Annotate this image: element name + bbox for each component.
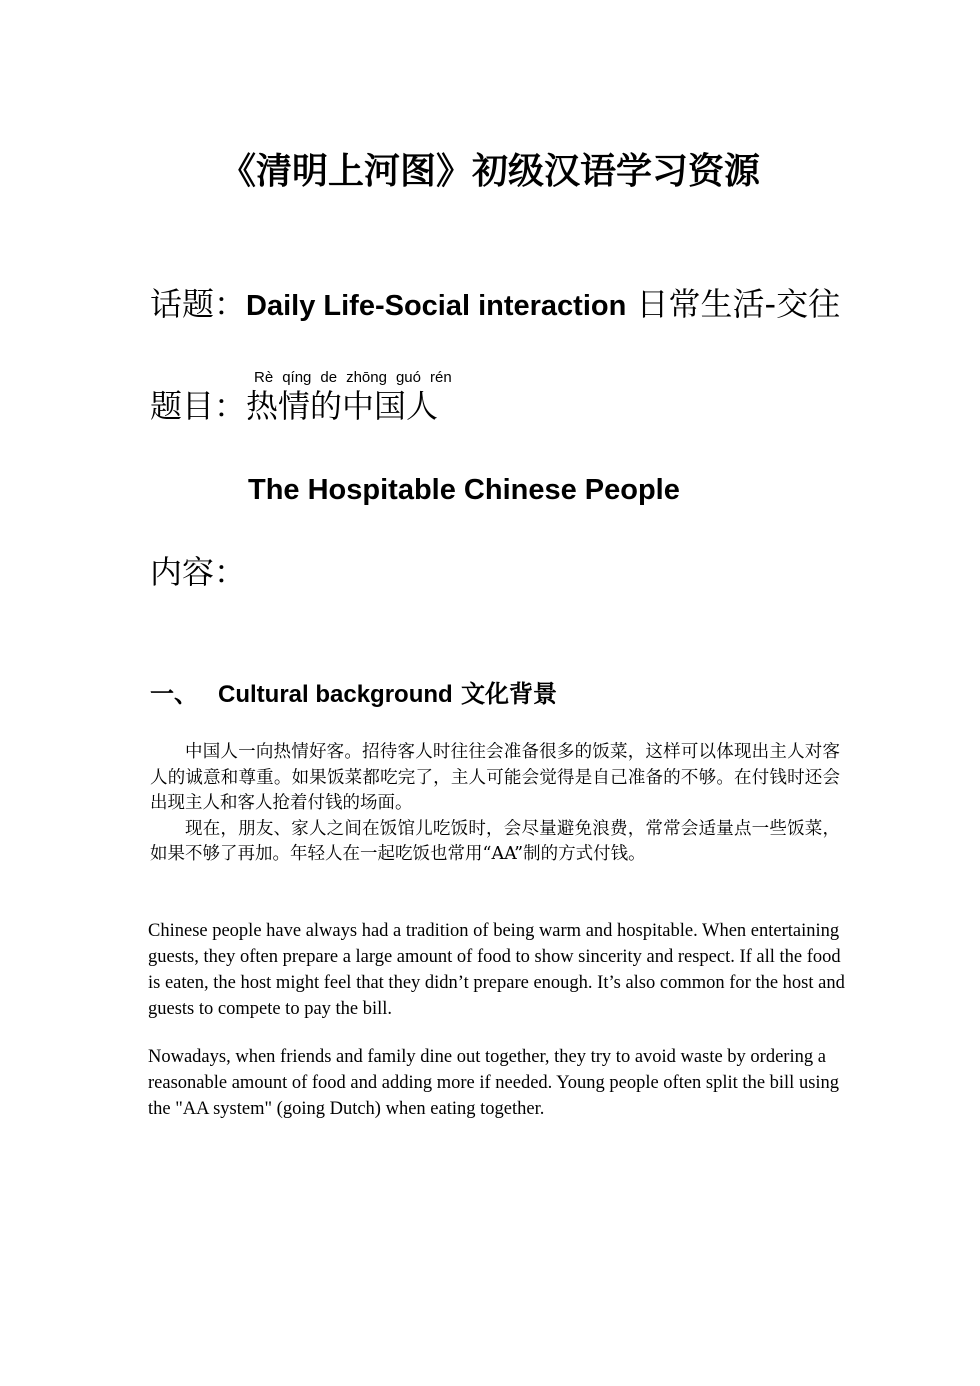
pinyin-syllable: guó: [395, 369, 421, 386]
subject-chinese: 热情的中国人: [246, 387, 439, 425]
subject-english-title: The Hospitable Chinese People: [248, 474, 680, 506]
pinyin-syllable: qíng: [282, 369, 312, 386]
english-paragraph: Chinese people have always had a tradition of being warm and hospitable. When entertaining guests, they often prepare a large amount of food to show sincerity and respect. If all the food is eaten, the host might feel that they didn’t prepare enough. It’s also common for the host and guests to compete to pay the bill.: [148, 921, 845, 1019]
chinese-text-block: [150, 740, 840, 868]
topic-chinese: 日常生活-交往: [626, 285, 841, 323]
section-heading: [150, 676, 557, 713]
chinese-paragraph: 现在，朋友、家人之间在饭馆儿吃饭时，会尽量避免浪费，常常会适量点一些饭菜，如果不够了再加。年轻人在一起吃饭也常用“AA”制的方式付钱。: [150, 818, 840, 864]
topic-label: 话题：: [150, 285, 247, 323]
english-text-block: [148, 918, 848, 1144]
topic-line: [150, 282, 840, 328]
section-chinese: 文化背景: [452, 680, 558, 708]
document-title: 《清明上河图》初级汉语学习资源: [219, 151, 760, 192]
pinyin-syllable: zhōng: [346, 369, 387, 386]
subject-label: 题目：: [150, 387, 247, 425]
pinyin-syllable: rén: [429, 369, 452, 386]
section-number: 一、: [150, 680, 198, 708]
pinyin-syllable: de: [320, 369, 338, 386]
chinese-paragraph: 中国人一向热情好客。招待客人时往往会准备很多的饭菜，这样可以体现出主人对客人的诚意和尊重。如果饭菜都吃完了，主人可能会觉得是自己准备的不够。在付钱时还会出现主人和客人抢着付钱的场面。: [150, 742, 840, 813]
section-english: Cultural background: [218, 681, 453, 708]
topic-english: Daily Life-Social interaction: [246, 290, 627, 322]
content-label: 内容：: [150, 553, 247, 591]
subject-line: [150, 384, 438, 428]
english-paragraph: Nowadays, when friends and family dine out together, they try to avoid waste by ordering a reasonable amount of food and adding more if needed. Young people often split the bill using the "AA system" (going Dutch) when eating together.: [148, 1047, 840, 1119]
pinyin-syllable: Rè: [254, 369, 274, 386]
